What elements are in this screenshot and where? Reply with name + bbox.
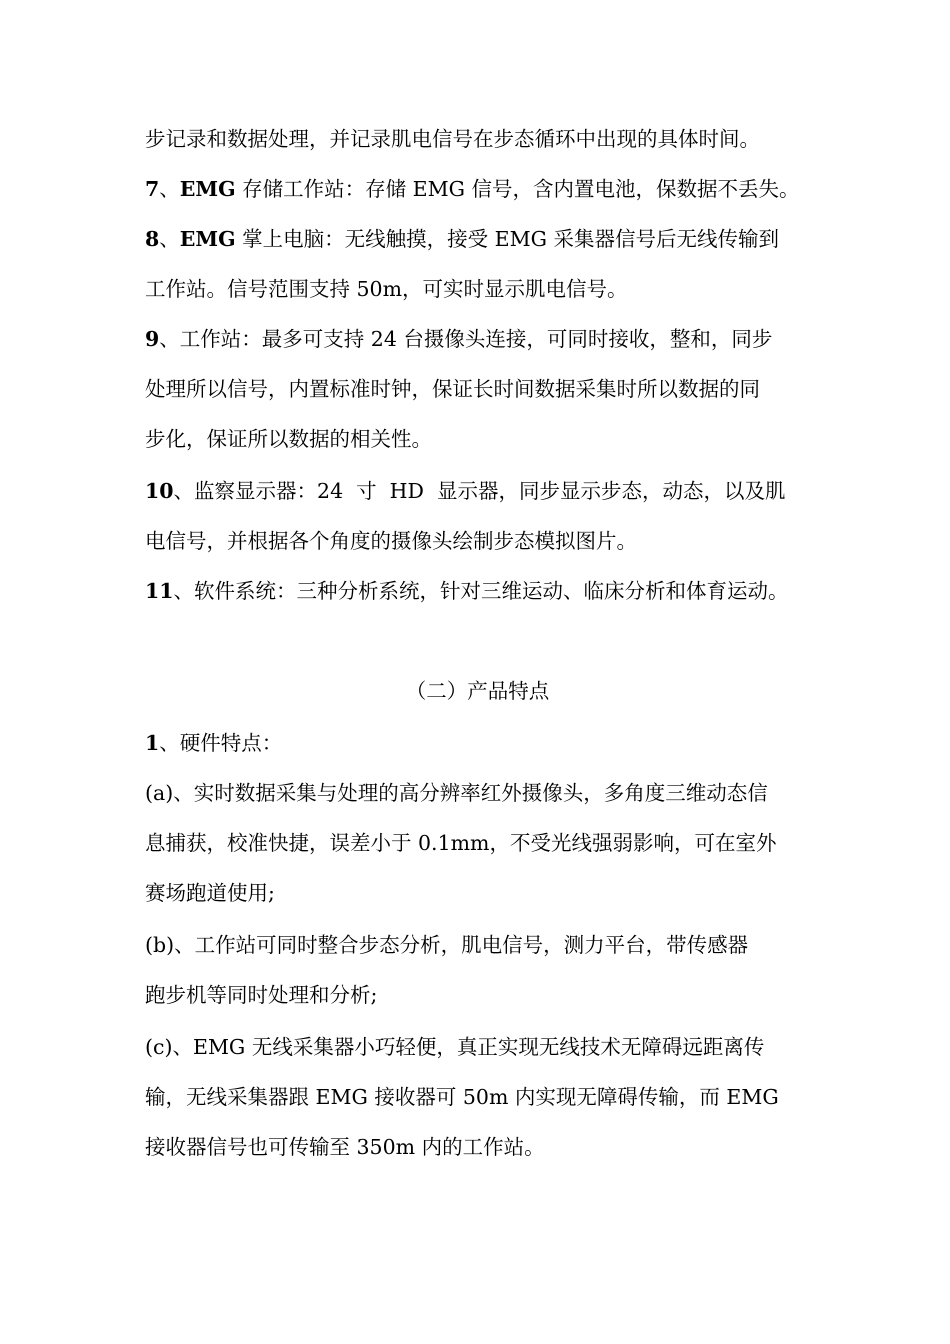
item-text: 处理所以信号，内置标准时钟，保证长时间数据采集时所以数据的同 [145, 377, 760, 401]
item-text: 工作站。信号范围支持 50m，可实时显示肌电信号。 [145, 277, 628, 301]
sub-item-b [145, 930, 810, 960]
item-number: 9 [145, 327, 160, 351]
item-text: 、工作站：最多可支持 24 台摄像头连接，可同时接收，整和，同步 [159, 327, 773, 351]
list-item-10 [145, 476, 810, 506]
sub-item-a [145, 778, 810, 808]
item-text: (b)、工作站可同时整合步态分析，肌电信号，测力平台，带传感器 [145, 933, 749, 957]
text-span: 步记录和数据处理，并记录肌电信号在步态循环中出现的具体时间。 [145, 127, 760, 151]
item-number: 1 [145, 731, 160, 755]
list-item-11 [145, 576, 810, 606]
list-item-8 [145, 224, 810, 254]
list-item-10-continuation [145, 526, 810, 556]
item-number: 8 [145, 227, 160, 251]
list-item-9-continuation [145, 374, 810, 404]
list-item-9-continuation [145, 424, 810, 454]
list-item-1 [145, 728, 810, 758]
separator: 、 [159, 177, 180, 201]
item-text: 、监察显示器：24 寸 HD 显示器，同步显示步态，动态，以及肌 [173, 479, 786, 503]
list-item-8-continuation [145, 274, 810, 304]
paragraph-line [145, 124, 810, 154]
list-item-9 [145, 324, 810, 354]
emg-label: EMG [179, 177, 236, 201]
item-number: 10 [145, 479, 174, 503]
sub-item-a-continuation [145, 828, 810, 858]
item-text: 接收器信号也可传输至 350m 内的工作站。 [145, 1135, 545, 1159]
list-item-7 [145, 174, 810, 204]
item-text: 掌上电脑：无线触摸，接受 EMG 采集器信号后无线传输到 [235, 227, 779, 251]
sub-item-a-continuation [145, 878, 810, 908]
emg-label: EMG [179, 227, 236, 251]
item-text: 息捕获，校准快捷，误差小于 0.1mm，不受光线强弱影响，可在室外 [145, 831, 777, 855]
item-text: 存储工作站：存储 EMG 信号，含内置电池，保数据不丢失。 [235, 177, 800, 201]
sub-item-b-continuation [145, 980, 810, 1010]
sub-item-c-continuation [145, 1082, 810, 1112]
section-heading: （二）产品特点 [405, 679, 550, 703]
item-text: 输，无线采集器跟 EMG 接收器可 50m 内实现无障碍传输，而 EMG [145, 1085, 779, 1109]
item-text: (c)、EMG 无线采集器小巧轻便，真正实现无线技术无障碍远距离传 [145, 1035, 765, 1059]
item-text: (a)、实时数据采集与处理的高分辨率红外摄像头，多角度三维动态信 [145, 781, 768, 805]
sub-item-c [145, 1032, 810, 1062]
item-text: 跑步机等同时处理和分析; [145, 983, 378, 1007]
item-text: 赛场跑道使用; [145, 881, 275, 905]
item-text: 、软件系统：三种分析系统，针对三维运动、临床分析和体育运动。 [173, 579, 789, 603]
item-text: 电信号，并根据各个角度的摄像头绘制步态模拟图片。 [145, 529, 637, 553]
item-text: 、硬件特点： [159, 731, 283, 755]
item-number: 11 [145, 579, 174, 603]
separator: 、 [159, 227, 180, 251]
sub-item-c-continuation [145, 1132, 810, 1162]
item-number: 7 [145, 177, 160, 201]
item-text: 步化，保证所以数据的相关性。 [145, 427, 432, 451]
